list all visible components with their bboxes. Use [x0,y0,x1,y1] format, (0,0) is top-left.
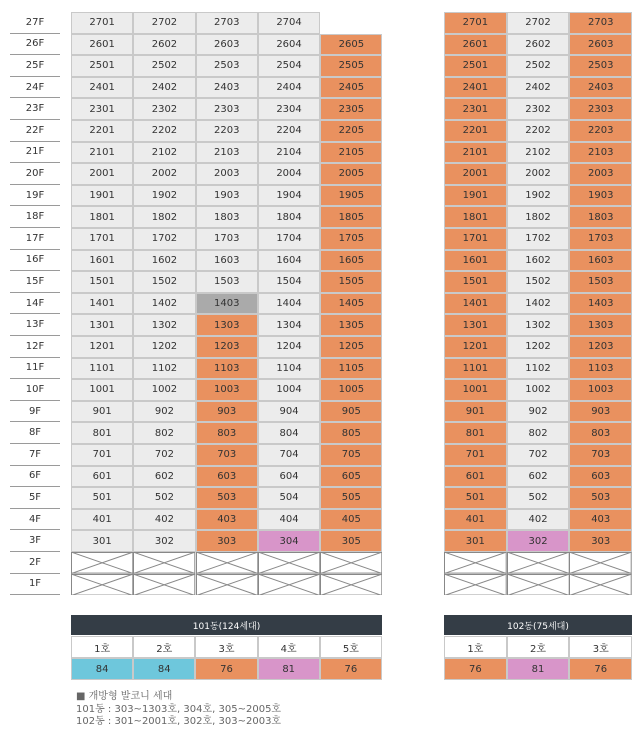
building-101-unit: 2202 [133,120,195,142]
empty-unit-cell [258,574,320,596]
floor-label: 17F [10,228,60,250]
floor-label: 22F [10,120,60,142]
building-101-unit: 2401 [71,77,133,99]
building-102-unit: 1701 [444,228,507,250]
building-101-unit: 405 [320,509,382,531]
empty-unit-cell [258,552,320,574]
empty-unit-cell [569,574,632,596]
building-102-unit-label: 1호 [444,636,507,658]
building-101-unit: 2501 [71,55,133,77]
building-102-unit: 2403 [569,77,632,99]
building-102-unit: 2203 [569,120,632,142]
building-102-unit: 602 [507,466,570,488]
building-101-unit: 503 [196,487,258,509]
floor-label: 6F [10,466,60,488]
building-102-unit: 2303 [569,98,632,120]
building-101-unit: 1203 [196,336,258,358]
building-101-unit: 602 [133,466,195,488]
building-101-unit: 2104 [258,142,320,164]
building-102-unit: 2501 [444,55,507,77]
building-102-unit: 1602 [507,250,570,272]
building-102-unit: 2503 [569,55,632,77]
building-101-unit: 303 [196,530,258,552]
empty-unit-cell [507,574,570,596]
building-101-unit: 802 [133,422,195,444]
building-101-unit: 2402 [133,77,195,99]
building-101-unit-label: 3호 [195,636,257,658]
empty-unit-cell [133,552,195,574]
building-101-unit: 1305 [320,314,382,336]
floor-label: 15F [10,271,60,293]
building-102-unit: 1403 [569,293,632,315]
building-102-unit: 1202 [507,336,570,358]
building-101-unit: 2303 [196,98,258,120]
building-102-unit: 1302 [507,314,570,336]
building-101-unit: 803 [196,422,258,444]
building-101-unit: 1403 [196,293,258,315]
building-101-unit: 1701 [71,228,133,250]
floor-label: 14F [10,293,60,315]
floor-label: 7F [10,444,60,466]
building-101-unit: 1201 [71,336,133,358]
building-102-unit: 2101 [444,142,507,164]
building-101-unit: 1504 [258,271,320,293]
building-102-unit: 402 [507,509,570,531]
building-101-unit: 504 [258,487,320,509]
building-101-unit: 1503 [196,271,258,293]
building-102-unit: 1501 [444,271,507,293]
floor-label: 4F [10,509,60,531]
building-101-unit: 1401 [71,293,133,315]
building-102-unit-type: 81 [507,658,570,680]
building-101-unit: 1204 [258,336,320,358]
building-101-unit: 1905 [320,185,382,207]
floor-label: 25F [10,55,60,77]
building-102-unit: 2001 [444,163,507,185]
building-102-unit: 1201 [444,336,507,358]
building-101-unit: 703 [196,444,258,466]
building-102-unit: 2701 [444,12,507,34]
building-101-unit: 2101 [71,142,133,164]
building-102-unit: 1303 [569,314,632,336]
building-102-unit: 1503 [569,271,632,293]
building-101-unit: 2504 [258,55,320,77]
building-102-unit: 701 [444,444,507,466]
empty-unit-cell [569,552,632,574]
building-101-unit: 804 [258,422,320,444]
building-101-unit: 905 [320,401,382,423]
legend-line-102: 102동 : 301~2001호, 302호, 303~2003호 [76,716,282,727]
building-101-unit: 1603 [196,250,258,272]
building-101-unit: 1803 [196,206,258,228]
empty-unit-cell [444,574,507,596]
building-101-unit: 2405 [320,77,382,99]
building-101-unit: 2203 [196,120,258,142]
building-102-title: 102동(75세대) [444,615,632,635]
legend-title: ■ 개방형 발코니 세대 [76,691,173,702]
building-102-unit: 702 [507,444,570,466]
building-101-unit: 2204 [258,120,320,142]
building-101-unit: 2505 [320,55,382,77]
building-102-unit: 1003 [569,379,632,401]
building-101-unit: 1802 [133,206,195,228]
building-101-unit: 1405 [320,293,382,315]
building-101-unit: 1202 [133,336,195,358]
building-102-unit: 1601 [444,250,507,272]
building-102-unit: 703 [569,444,632,466]
building-101-unit: 2201 [71,120,133,142]
building-102-unit: 2102 [507,142,570,164]
building-101-unit: 1402 [133,293,195,315]
building-101-unit: 502 [133,487,195,509]
building-102-unit: 503 [569,487,632,509]
building-102-unit: 1802 [507,206,570,228]
building-102-unit: 303 [569,530,632,552]
building-102-unit: 801 [444,422,507,444]
building-101-unit: 1301 [71,314,133,336]
building-101-unit-label: 5호 [320,636,382,658]
legend-line-101: 101동 : 303~1303호, 304호, 305~2005호 [76,704,282,715]
floor-label: 19F [10,185,60,207]
building-101-unit: 1604 [258,250,320,272]
building-101-unit: 1601 [71,250,133,272]
building-101-unit: 1704 [258,228,320,250]
building-102-unit: 1301 [444,314,507,336]
building-101-unit: 2003 [196,163,258,185]
building-101-unit: 702 [133,444,195,466]
empty-unit-cell [196,574,258,596]
building-101-unit: 304 [258,530,320,552]
building-102-unit: 1102 [507,358,570,380]
building-101-unit: 2301 [71,98,133,120]
building-101-unit: 2001 [71,163,133,185]
building-101-unit: 1304 [258,314,320,336]
building-102-unit-label: 3호 [569,636,632,658]
floor-label: 24F [10,77,60,99]
building-101-unit: 2603 [196,34,258,56]
building-101-unit-type: 76 [320,658,382,680]
floor-label: 8F [10,422,60,444]
floor-label: 16F [10,250,60,272]
building-101-unit: 2703 [196,12,258,34]
building-102-unit-label: 2호 [507,636,570,658]
floor-label: 20F [10,163,60,185]
building-101-unit-label: 4호 [258,636,320,658]
building-101-unit: 1404 [258,293,320,315]
building-102-unit-type: 76 [444,658,507,680]
empty-unit-cell [196,552,258,574]
building-101-unit: 801 [71,422,133,444]
building-102-unit: 502 [507,487,570,509]
floor-label: 10F [10,379,60,401]
building-101-unit: 302 [133,530,195,552]
floor-label: 2F [10,552,60,574]
building-101-unit: 1904 [258,185,320,207]
building-101-unit: 1605 [320,250,382,272]
building-101-unit: 1105 [320,358,382,380]
building-101-unit: 1501 [71,271,133,293]
floor-label: 12F [10,336,60,358]
building-102-unit: 1402 [507,293,570,315]
building-101-unit: 805 [320,422,382,444]
building-101-unit-label: 2호 [133,636,195,658]
building-102-unit: 1803 [569,206,632,228]
building-102-unit: 2003 [569,163,632,185]
building-102-unit: 2301 [444,98,507,120]
floor-label: 9F [10,401,60,423]
building-101-unit: 604 [258,466,320,488]
building-101-unit: 2005 [320,163,382,185]
building-101-unit: 1805 [320,206,382,228]
building-101-unit: 705 [320,444,382,466]
building-102-unit: 1002 [507,379,570,401]
building-101-unit: 1103 [196,358,258,380]
building-101-unit: 1004 [258,379,320,401]
building-101-unit: 1801 [71,206,133,228]
building-101-unit: 2503 [196,55,258,77]
building-101-unit: 2002 [133,163,195,185]
building-102-unit: 2601 [444,34,507,56]
building-102-unit: 2703 [569,12,632,34]
building-101-unit: 704 [258,444,320,466]
building-101-unit: 1903 [196,185,258,207]
building-102-unit: 2502 [507,55,570,77]
building-101-unit: 1002 [133,379,195,401]
empty-unit-cell [320,574,382,596]
floor-label: 18F [10,206,60,228]
building-101-unit: 301 [71,530,133,552]
building-101-unit: 501 [71,487,133,509]
building-101-unit: 1005 [320,379,382,401]
building-101-unit: 2403 [196,77,258,99]
building-101-unit: 2601 [71,34,133,56]
building-101-unit: 1003 [196,379,258,401]
building-101-unit: 902 [133,401,195,423]
building-101-unit: 1104 [258,358,320,380]
building-101-unit-label: 1호 [71,636,133,658]
building-101-unit-type: 84 [71,658,133,680]
building-101-unit: 2502 [133,55,195,77]
building-101-unit: 2701 [71,12,133,34]
building-101-unit: 901 [71,401,133,423]
building-101-unit: 2102 [133,142,195,164]
building-101-unit: 2103 [196,142,258,164]
building-101-unit: 404 [258,509,320,531]
building-101-unit-type: 76 [195,658,257,680]
building-101-unit-type: 84 [133,658,195,680]
building-102-unit: 2103 [569,142,632,164]
building-101-unit: 2105 [320,142,382,164]
empty-unit-cell [71,574,133,596]
building-101-unit: 2404 [258,77,320,99]
building-101-unit: 1205 [320,336,382,358]
floor-label: 11F [10,358,60,380]
empty-unit-cell [444,552,507,574]
building-101-unit: 903 [196,401,258,423]
building-102-unit: 1103 [569,358,632,380]
building-102-unit: 2201 [444,120,507,142]
building-101-unit: 401 [71,509,133,531]
building-102-unit: 1001 [444,379,507,401]
building-101-unit: 701 [71,444,133,466]
empty-unit-cell [320,552,382,574]
building-102-unit: 902 [507,401,570,423]
building-102-unit: 1702 [507,228,570,250]
building-101-unit: 601 [71,466,133,488]
building-102-unit: 601 [444,466,507,488]
building-101-unit: 1102 [133,358,195,380]
building-102-unit: 1902 [507,185,570,207]
building-102-unit: 401 [444,509,507,531]
building-101-unit: 2704 [258,12,320,34]
building-101-unit: 1602 [133,250,195,272]
building-102-unit: 2002 [507,163,570,185]
building-102-unit: 302 [507,530,570,552]
empty-unit-cell [71,552,133,574]
floor-label: 23F [10,98,60,120]
building-101-unit: 1804 [258,206,320,228]
floor-label: 1F [10,574,60,596]
building-102-unit: 901 [444,401,507,423]
building-102-unit: 1903 [569,185,632,207]
building-101-unit: 505 [320,487,382,509]
building-101-unit: 1902 [133,185,195,207]
building-101-unit: 605 [320,466,382,488]
building-101-unit: 2604 [258,34,320,56]
building-101-unit: 1502 [133,271,195,293]
floor-label: 3F [10,530,60,552]
building-101-unit: 403 [196,509,258,531]
building-101-unit: 1303 [196,314,258,336]
building-102-unit: 501 [444,487,507,509]
building-101-unit: 1702 [133,228,195,250]
building-102-unit: 2602 [507,34,570,56]
floor-label: 5F [10,487,60,509]
building-101-unit-type: 81 [258,658,320,680]
building-102-unit: 1603 [569,250,632,272]
floor-label: 13F [10,314,60,336]
building-101-unit: 2602 [133,34,195,56]
building-101-unit: 2702 [133,12,195,34]
building-102-unit: 2603 [569,34,632,56]
building-102-unit: 2702 [507,12,570,34]
building-102-unit: 2402 [507,77,570,99]
building-102-unit: 2202 [507,120,570,142]
floor-label: 26F [10,34,60,56]
empty-unit-cell [507,552,570,574]
floor-label: 27F [10,12,60,34]
building-101-unit: 904 [258,401,320,423]
building-101-unit: 1302 [133,314,195,336]
building-102-unit-type: 76 [569,658,632,680]
building-102-unit: 301 [444,530,507,552]
building-102-unit: 1703 [569,228,632,250]
building-102-unit: 403 [569,509,632,531]
building-101-unit: 2304 [258,98,320,120]
building-101-unit: 603 [196,466,258,488]
building-102-unit: 903 [569,401,632,423]
building-101-unit: 1705 [320,228,382,250]
building-101-unit: 1703 [196,228,258,250]
empty-unit-cell [133,574,195,596]
building-101-unit: 402 [133,509,195,531]
building-102-unit: 1901 [444,185,507,207]
building-101-unit: 1001 [71,379,133,401]
building-101-unit: 2302 [133,98,195,120]
building-102-unit: 603 [569,466,632,488]
building-101-unit: 305 [320,530,382,552]
building-101-unit: 1505 [320,271,382,293]
building-101-unit: 2605 [320,34,382,56]
building-102-unit: 803 [569,422,632,444]
floor-label: 21F [10,142,60,164]
building-102-unit: 2302 [507,98,570,120]
building-101-unit: 2205 [320,120,382,142]
building-101-unit: 2305 [320,98,382,120]
building-102-unit: 1203 [569,336,632,358]
building-102-unit: 1401 [444,293,507,315]
building-101-unit: 1901 [71,185,133,207]
building-101-unit: 1101 [71,358,133,380]
building-101-title: 101동(124세대) [71,615,382,635]
building-102-unit: 802 [507,422,570,444]
building-102-unit: 2401 [444,77,507,99]
building-102-unit: 1801 [444,206,507,228]
building-102-unit: 1502 [507,271,570,293]
building-101-unit: 2004 [258,163,320,185]
building-102-unit: 1101 [444,358,507,380]
